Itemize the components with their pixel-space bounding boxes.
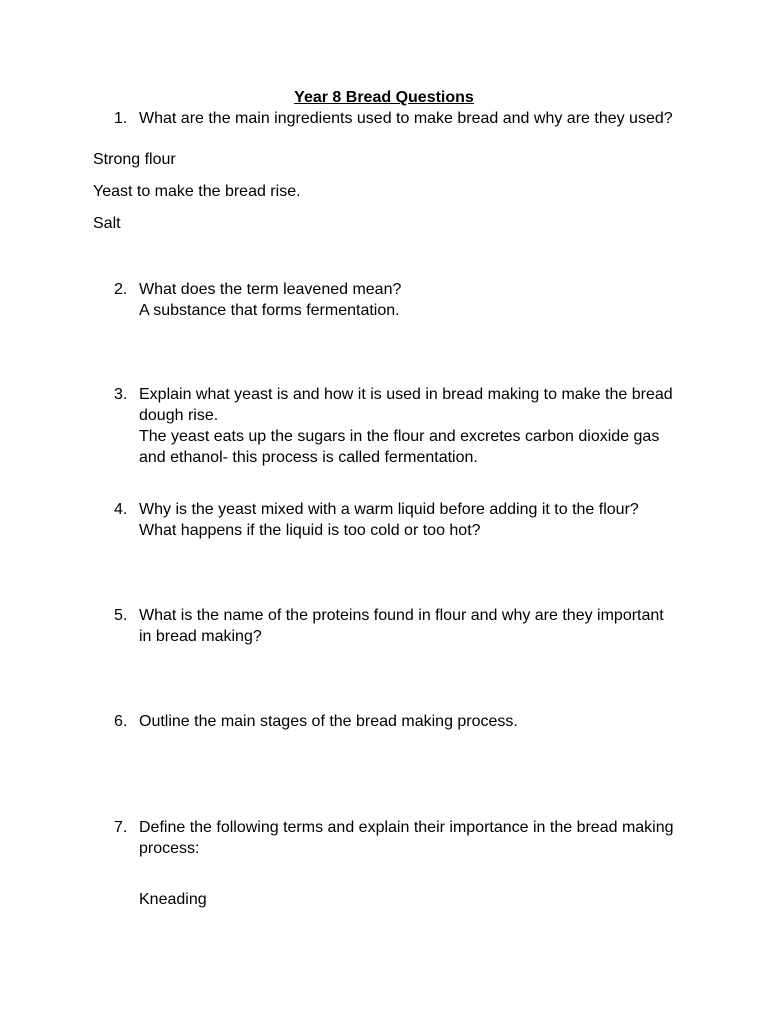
question-text: What are the main ingredients used to make bread and why are they used? [139, 110, 673, 127]
answer-line: Yeast to make the bread rise. [93, 183, 301, 200]
answer-text: The yeast eats up the sugars in the flour and excretes carbon dioxide gas and ethanol- this process is called fermentation. [139, 428, 660, 466]
answer-line: Salt [93, 215, 121, 232]
question-text: What is the name of the proteins found in flour and why are they important in bread making? [139, 607, 664, 645]
question-number: 5. [114, 607, 128, 624]
question-text: Why is the yeast mixed with a warm liquid before adding it to the flour? What happens if the liquid is too cold or too hot? [139, 501, 639, 539]
question-text: What does the term leavened mean? [139, 281, 402, 298]
answer-text: A substance that forms fermentation. [139, 302, 400, 319]
question-5 [114, 605, 674, 647]
question-2 [114, 279, 674, 321]
page-title: Year 8 Bread Questions [294, 89, 474, 106]
question-3 [114, 384, 674, 468]
answer-line: Strong flour [93, 151, 176, 168]
question-text: Explain what yeast is and how it is used in bread making to make the bread dough rise. [139, 386, 673, 424]
question-number: 4. [114, 501, 128, 518]
question-text: Define the following terms and explain their importance in the bread making process: [139, 819, 674, 857]
question-text: Outline the main stages of the bread making process. [139, 713, 518, 730]
term-label: Kneading [139, 891, 207, 908]
question-number: 6. [114, 713, 128, 730]
question-7 [114, 817, 674, 859]
question-1 [114, 108, 674, 129]
question-number: 1. [114, 110, 128, 127]
question-6 [114, 711, 674, 732]
question-number: 2. [114, 281, 128, 298]
question-number: 7. [114, 819, 128, 836]
question-4 [114, 499, 674, 541]
question-number: 3. [114, 386, 128, 403]
